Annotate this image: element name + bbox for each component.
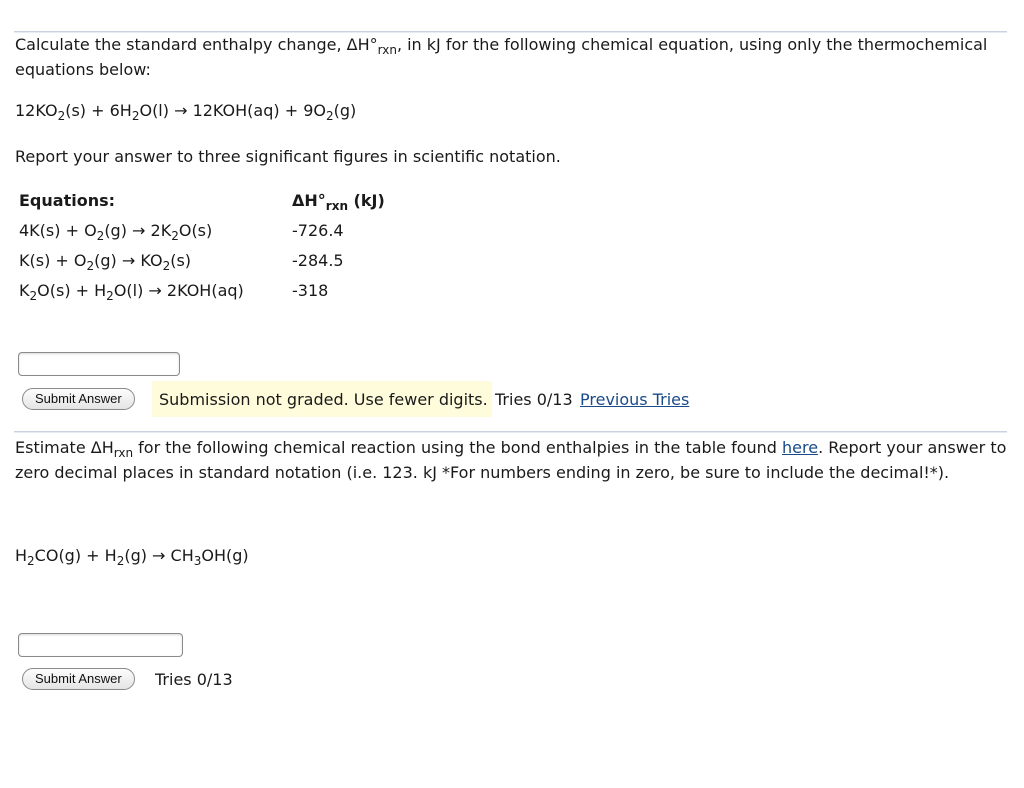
header-dh-unit: (kJ) [347,191,385,210]
eq-part: O(s) + H [37,281,107,300]
reaction-part: OH(g) [201,546,249,565]
problem1-intro-line2: equations below: [15,60,151,79]
eq-sub: 2 [171,229,179,243]
section-divider [14,431,1007,432]
problem2-intro-sub: rxn [113,446,134,460]
header-dh [292,189,385,213]
table-row [19,219,419,249]
equation-cell [19,219,212,243]
problem2-reaction [15,543,249,568]
reaction-part: (s) + 6H [65,101,132,120]
problem2-intro-text: Estimate ΔH [15,438,114,457]
eq-sub: 2 [162,259,171,273]
equation-cell [19,249,191,273]
reaction-part: O(l) → 12KOH(aq) + 9O [139,101,326,120]
eq-part: (s) [170,251,192,270]
reaction-part: CO(g) + H [34,546,117,565]
problem1-reaction [15,98,356,123]
eq-part: (g) → 2K [104,221,172,240]
reaction-sub: 2 [116,554,125,568]
problem1-intro-text: Calculate the standard enthalpy change, ΔH° [15,35,378,54]
table-row [19,279,419,309]
problem2-answer-input[interactable] [18,633,183,657]
reaction-part: 12KO [15,101,58,120]
problem1-instruction: Report your answer to three significant figures in scientific notation. [15,147,561,166]
reaction-part: H [15,546,28,565]
eq-sub: 2 [86,259,95,273]
reaction-sub: 2 [27,554,35,568]
previous-tries-link[interactable]: Previous Tries [580,390,690,409]
eq-sub: 2 [96,229,105,243]
problem2-submit-button[interactable]: Submit Answer [22,668,135,690]
dh-value-cell: -726.4 [292,221,344,240]
table-header-row [19,189,419,219]
reaction-sub: 2 [131,109,140,123]
problem1-intro [15,32,1015,82]
eq-sub: 2 [29,289,38,303]
problem2-intro [15,435,1020,485]
header-dh-sub: rxn [325,199,348,213]
eq-sub: 2 [106,289,114,303]
problem1-submit-button[interactable]: Submit Answer [22,388,135,410]
table-row [19,249,419,279]
problem2-intro-text-2: for the following chemical reaction using the bond enthalpies in the table found [133,438,783,457]
eq-part: K(s) + O [19,251,87,270]
problem1-tries: Tries 0/13 [495,390,573,409]
eq-part: O(s) [178,221,213,240]
problem2-intro-text-3: . Report your answer to zero decimal places in standard notation (i.e. 123. kJ *For numbers ending in zero, be sure to include the decimal!*). [15,438,1007,482]
eq-part: K [19,281,30,300]
dh-value-cell: -284.5 [292,251,344,270]
reaction-sub: 3 [193,554,202,568]
reaction-part: (g) → CH [124,546,194,565]
problem1-intro-text-2: , in kJ for the following chemical equation, using only the thermochemical [396,35,988,54]
problem1-status-message: Submission not graded. Use fewer digits. [159,390,488,409]
problem1-answer-input[interactable] [18,352,180,376]
reaction-sub: 2 [325,109,334,123]
equation-cell [19,279,244,303]
header-dh-text: ΔH° [292,191,326,210]
eq-part: O(l) → 2KOH(aq) [113,281,244,300]
problem1-intro-sub: rxn [377,43,397,57]
dh-value-cell: -318 [292,281,329,300]
reaction-sub: 2 [57,109,66,123]
eq-part: (g) → KO [94,251,163,270]
reaction-part: (g) [333,101,357,120]
header-equations: Equations: [19,191,116,210]
problem2-tries: Tries 0/13 [155,670,233,689]
eq-part: 4K(s) + O [19,221,97,240]
here-link[interactable]: here [782,438,819,457]
